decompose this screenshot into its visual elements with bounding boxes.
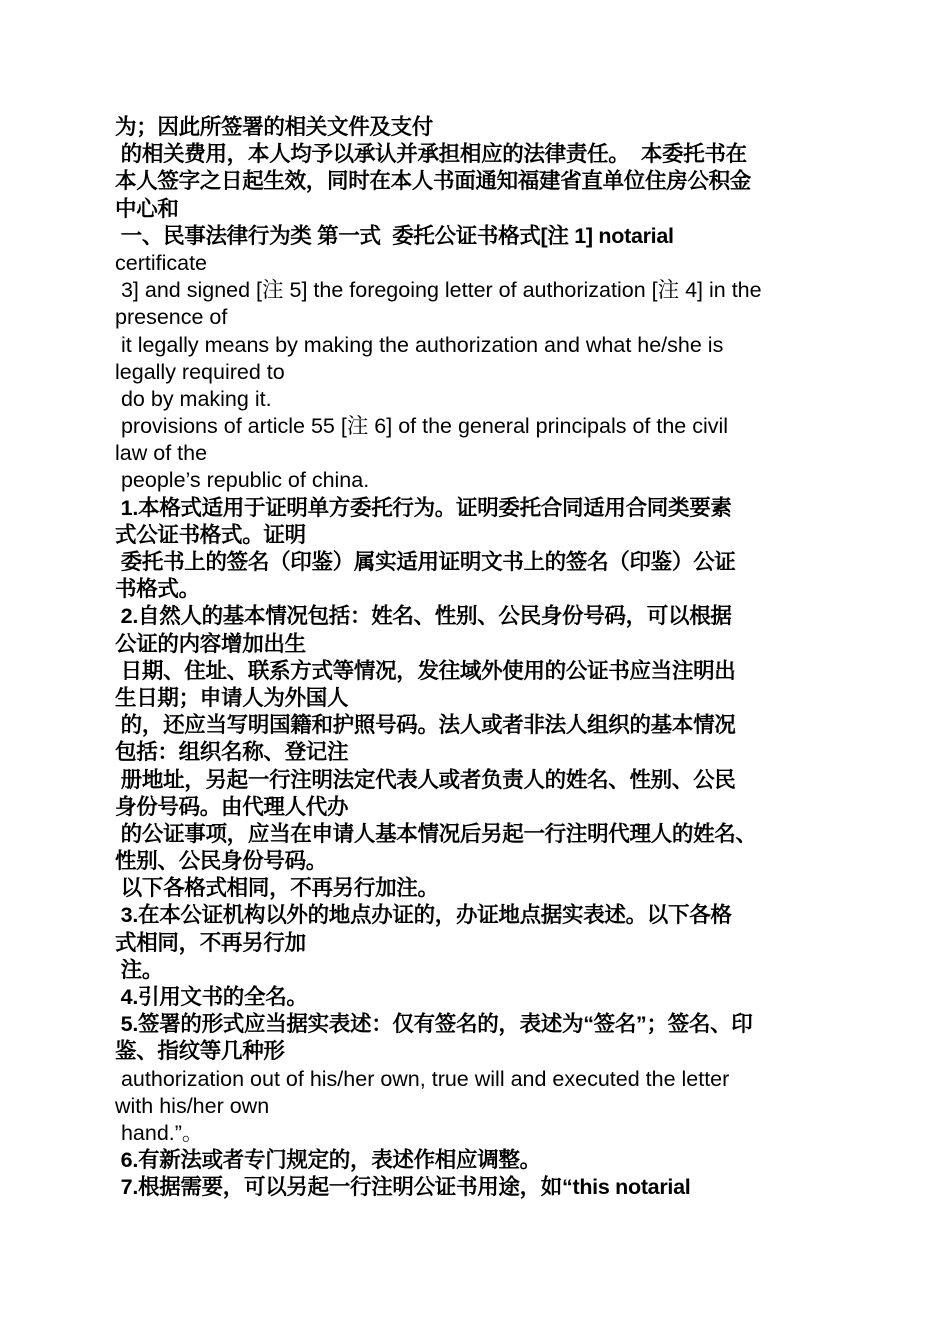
text-line: 性别、公民身份号码。 <box>115 849 328 874</box>
text-line: 为；因此所签署的相关文件及支付 <box>115 115 434 139</box>
text-line: 的公证事项，应当在申请人基本情况后另起一行注明代理人的姓名、 <box>115 821 757 846</box>
text-line: certificate <box>115 250 208 275</box>
text-line: law of the <box>115 441 208 466</box>
text-line: 书格式。 <box>115 577 200 602</box>
text-line: 7.根据需要，可以另起一行注明公证书用途，如“this notarial <box>115 1175 691 1200</box>
text-line: 包括：组织名称、登记注 <box>115 740 349 765</box>
text-line: with his/her own <box>115 1093 270 1118</box>
text-line: 6.有新法或者专门规定的，表述作相应调整。 <box>115 1148 541 1173</box>
text-line: 注。 <box>115 957 164 982</box>
text-line: 本人签字之日起生效，同时在本人书面通知福建省直单位住房公积金 <box>115 169 752 194</box>
text-line: 式相同，不再另行加 <box>115 930 306 955</box>
text-line: 式公证书格式。证明 <box>115 522 306 547</box>
text-line: 委托书上的签名（印鉴）属实适用证明文书上的签名（印鉴）公证 <box>115 550 736 574</box>
text-line: 1.本格式适用于证明单方委托行为。证明委托合同适用合同类要素 <box>115 495 732 520</box>
text-line: it legally means by making the authorization and what he/she is <box>115 332 724 357</box>
text-line: 日期、住址、联系方式等情况，发往域外使用的公证书应当注明出 <box>115 658 736 683</box>
text-line: 中心和 <box>115 196 179 221</box>
text-line: presence of <box>115 305 228 330</box>
text-line: 3] and signed [注 5] the foregoing letter of authorization [注 4] in the <box>115 278 762 303</box>
text-line: do by making it. <box>115 386 272 411</box>
text-line: 4.引用文书的全名。 <box>115 985 308 1009</box>
text-line: 生日期；申请人为外国人 <box>115 685 349 710</box>
text-line: 册地址，另起一行注明法定代表人或者负责人的姓名、性别、公民 <box>115 767 736 792</box>
text-line: 公证的内容增加出生 <box>115 631 306 656</box>
text-line: 一、民事法律行为类 第一式 委托公证书格式[注 1] notarial <box>115 223 674 248</box>
text-line: people’s republic of china. <box>115 468 370 493</box>
document-body <box>115 114 840 1202</box>
text-line: 3.在本公证机构以外的地点办证的，办证地点据实表述。以下各格 <box>115 903 732 928</box>
text-line: authorization out of his/her own, true will and executed the letter <box>115 1066 730 1091</box>
text-line: 以下各格式相同，不再另行加注。 <box>115 876 439 901</box>
text-line: 5.签署的形式应当据实表述：仅有签名的，表述为“签名”；签名、印 <box>115 1012 753 1037</box>
text-line: 2.自然人的基本情况包括：姓名、性别、公民身份号码，可以根据 <box>115 604 732 629</box>
text-line: provisions of article 55 [注 6] of the general principals of the civil <box>115 414 729 439</box>
text-line: hand.”。 <box>115 1120 204 1145</box>
text-line: 的相关费用，本人均予以承认并承担相应的法律责任。 本委托书在 <box>115 142 747 167</box>
text-line: 身份号码。由代理人代办 <box>115 794 349 819</box>
text-line: 鉴、指纹等几种形 <box>115 1039 285 1064</box>
text-line: 的，还应当写明国籍和护照号码。法人或者非法人组织的基本情况 <box>115 713 736 738</box>
text-line: legally required to <box>115 359 285 384</box>
